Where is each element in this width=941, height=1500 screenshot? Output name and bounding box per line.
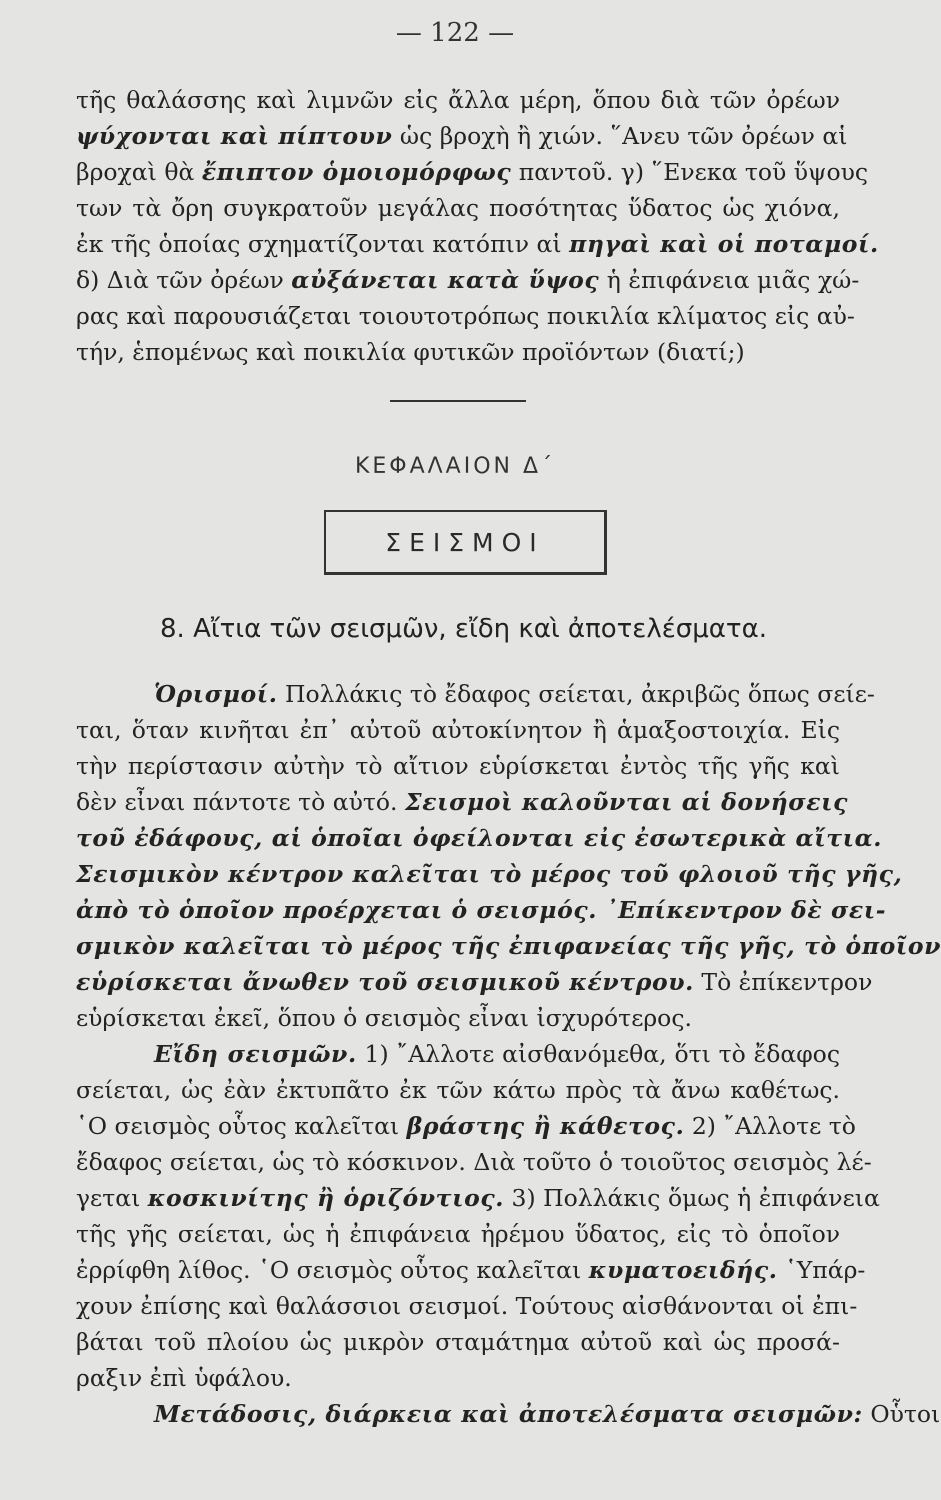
text-line: [76, 1180, 880, 1216]
text-line: [76, 190, 840, 226]
text-run: ἐκ τῆς ὁποίας σχηματίζονται κατόπιν αἱ: [76, 230, 570, 258]
text-run: 3) Πολλάκις ὅμως ἡ ἐπιφάνεια: [504, 1184, 880, 1212]
text-line: [76, 712, 840, 748]
text-run: ρας καὶ παρουσιάζεται τοιουτοτρόπως ποικιλία κλίματος εἰς αὐ-: [76, 302, 855, 330]
text-run: ἔδαφος σείεται, ὡς τὸ κόσκινον. Διὰ τοῦτο ὁ τοιοῦτος σεισμὸς λέ-: [76, 1148, 872, 1176]
emphasis-text: τοῦ ἐδάφους, αἱ ὁποῖαι ὀφείλονται εἰς ἐσωτερικὰ αἴτια.: [76, 824, 883, 852]
emphasis-text: Ὁρισμοί.: [154, 680, 278, 708]
text-line: [76, 1324, 840, 1360]
text-run: παντοῦ. γ) ῞Ενεκα τοῦ ὕψους: [511, 158, 869, 186]
emphasis-text: βράστης ἢ κάθετος.: [406, 1112, 685, 1140]
emphasis-text: Μετάδοσις, διάρκεια καὶ ἀποτελέσματα σεισμῶν:: [154, 1400, 863, 1428]
intro-paragraph: [76, 82, 879, 370]
text-run: τήν, ἑπομένως καὶ ποικιλία φυτικῶν προϊόντων (διατί;): [76, 338, 745, 366]
text-line: [76, 784, 849, 820]
text-run: εὑρίσκεται ἐκεῖ, ὅπου ὁ σεισμὸς εἶναι ἰσχυρότερος.: [76, 1004, 692, 1032]
text-line: [76, 676, 875, 712]
text-line: [76, 1072, 840, 1108]
text-run: 2) ῎Αλλοτε τὸ: [684, 1112, 856, 1140]
text-run: δ) Διὰ τῶν ὀρέων: [76, 266, 292, 294]
text-line: [76, 118, 848, 154]
emphasis-text: αὐξάνεται κατὰ ὕψος: [291, 266, 600, 294]
text-run: Τὸ ἐπίκεντρον: [693, 968, 873, 996]
section-divider: [390, 400, 526, 402]
emphasis-text: εὑρίσκεται ἄνωθεν τοῦ σεισμικοῦ κέντρου.: [76, 968, 694, 996]
body-text: [76, 676, 941, 1432]
text-run: σείεται, ὡς ἐὰν ἐκτυπᾶτο ἐκ τῶν κάτω πρὸς τὰ ἄνω καθέτως.: [76, 1076, 840, 1104]
text-run: ῾Ο σεισμὸς οὗτος καλεῖται: [76, 1112, 407, 1140]
text-line: [76, 262, 860, 298]
emphasis-text: ἔπιπτον ὁμοιομόρφως: [201, 158, 512, 186]
text-run: βάται τοῦ πλοίου ὡς μικρὸν σταμάτημα αὐτοῦ καὶ ὡς προσά-: [76, 1328, 840, 1356]
text-line: [76, 856, 903, 892]
emphasis-text: κοσκινίτης ἢ ὁριζόντιος.: [147, 1184, 505, 1212]
text-run: τὴν περίστασιν αὐτὴν τὸ αἴτιον εὑρίσκεται ἐντὸς τῆς γῆς καὶ: [76, 752, 840, 780]
text-run: τῆς θαλάσσης καὶ λιμνῶν εἰς ἄλλα μέρη, ὅπου διὰ τῶν ὀρέων: [76, 86, 840, 114]
text-line: [76, 82, 840, 118]
text-run: ἡ ἐπιφάνεια μιᾶς χώ-: [599, 266, 860, 294]
emphasis-text: Εἴδη σεισμῶν.: [154, 1040, 357, 1068]
text-run: ται, ὅταν κινῆται ἐπ᾽ αὐτοῦ αὐτοκίνητον ἢ ἁμαξοστοιχία. Εἰς: [76, 716, 840, 744]
text-run: ὡς βροχὴ ἢ χιών. ῞Ανευ τῶν ὀρέων αἱ: [392, 122, 848, 150]
emphasis-text: πηγαὶ καὶ οἱ ποταμοί.: [569, 230, 879, 258]
emphasis-text: κυματοειδής.: [588, 1256, 778, 1284]
emphasis-text: ἀπὸ τὸ ὁποῖον προέρχεται ὁ σεισμός. ᾽Επίκεντρον δὲ σει-: [76, 896, 887, 924]
text-line: [76, 892, 887, 928]
text-line: [76, 1144, 872, 1180]
text-line: [76, 928, 941, 964]
text-line: [76, 1036, 840, 1072]
text-line: [76, 1000, 840, 1036]
emphasis-text: ψύχονται καὶ πίπτουν: [76, 122, 393, 150]
text-run: ῾Υπάρ-: [777, 1256, 866, 1284]
text-run: τῆς γῆς σείεται, ὡς ἡ ἐπιφάνεια ἠρέμου ὕδατος, εἰς τὸ ὁποῖον: [76, 1220, 840, 1248]
page-number: — 122 —: [395, 18, 515, 48]
text-run: βροχαὶ θὰ: [76, 158, 202, 186]
text-line: [76, 1216, 840, 1252]
text-line: [76, 1252, 866, 1288]
text-line: [76, 964, 873, 1000]
text-line: [76, 154, 869, 190]
text-run: χουν ἐπίσης καὶ θαλάσσιοι σεισμοί. Τούτους αἰσθάνονται οἱ ἐπι-: [76, 1292, 858, 1320]
chapter-title: ΣΕΙΣΜΟΙ: [324, 510, 607, 575]
text-line: [76, 1108, 856, 1144]
section-heading: 8. Αἴτια τῶν σεισμῶν, εἴδη καὶ ἀποτελέσματα.: [160, 614, 767, 644]
emphasis-text: σμικὸν καλεῖται τὸ μέρος τῆς ἐπιφανείας τῆς γῆς, τὸ ὁποῖον: [76, 932, 941, 960]
text-run: ραξιν ἐπὶ ὑφάλου.: [76, 1364, 292, 1392]
text-line: [76, 226, 879, 262]
text-line: [76, 1360, 840, 1396]
text-run: 1) ῎Αλλοτε αἰσθανόμεθα, ὅτι τὸ ἔδαφος: [356, 1040, 840, 1068]
text-run: δὲν εἶναι πάντοτε τὸ αὐτό.: [76, 788, 405, 816]
text-line: [76, 298, 855, 334]
text-run: Πολλάκις τὸ ἔδαφος σείεται, ἀκριβῶς ὅπως σείε-: [277, 680, 875, 708]
chapter-label: ΚΕΦΑΛΑΙΟΝ Δ΄: [354, 454, 556, 479]
text-run: των τὰ ὄρη συγκρατοῦν μεγάλας ποσότητας ὕδατος ὡς χιόνα,: [76, 194, 840, 222]
text-line: [76, 1396, 941, 1432]
text-line: [76, 748, 840, 784]
emphasis-text: Σεισμοὶ καλοῦνται αἱ δονήσεις: [405, 788, 849, 816]
text-run: Οὗτοι: [862, 1400, 941, 1428]
text-line: [76, 820, 883, 856]
text-line: [76, 1288, 858, 1324]
text-run: ἐρρίφθη λίθος. ῾Ο σεισμὸς οὗτος καλεῖται: [76, 1256, 589, 1284]
text-line: [76, 334, 840, 370]
text-run: γεται: [76, 1184, 148, 1212]
emphasis-text: Σεισμικὸν κέντρον καλεῖται τὸ μέρος τοῦ φλοιοῦ τῆς γῆς,: [76, 860, 903, 888]
